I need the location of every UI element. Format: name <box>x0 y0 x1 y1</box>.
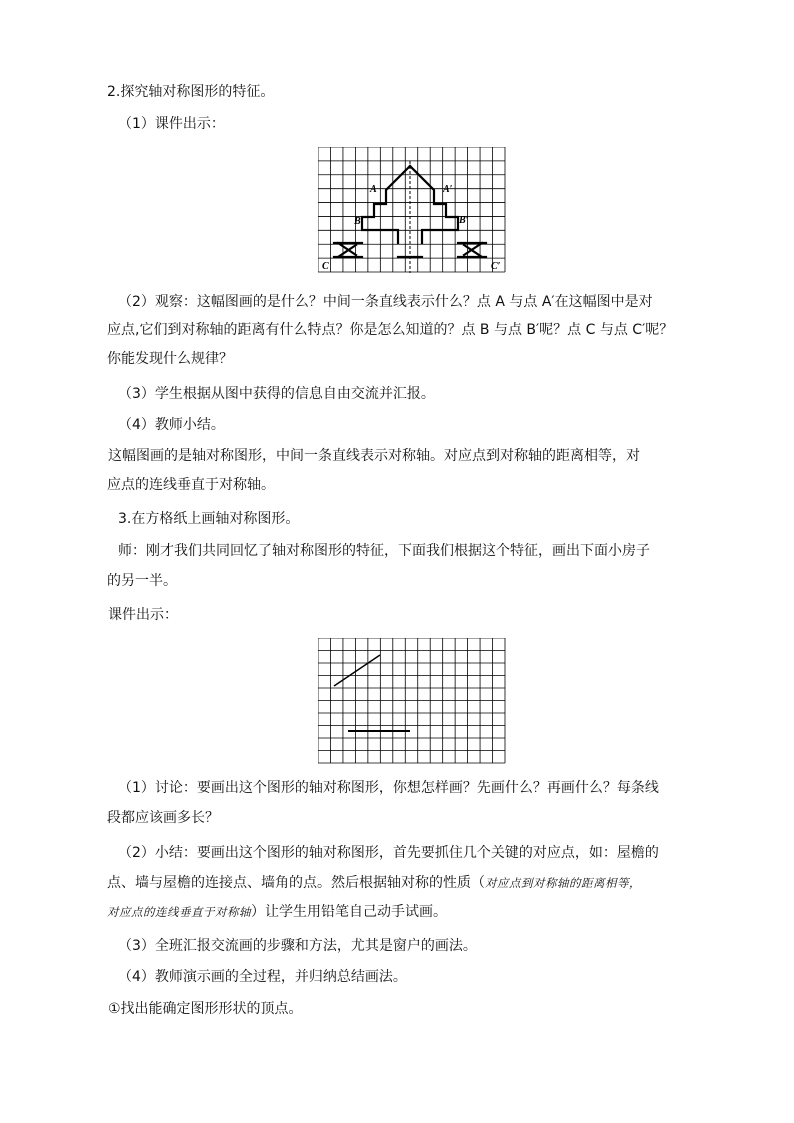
figure1-label-A: A <box>370 184 377 195</box>
section2-title: 2.探究轴对称图形的特征。 <box>107 84 275 100</box>
figure1-right-roof <box>410 166 458 243</box>
section3-discuss-line1: （1）讨论：要画出这个图形的轴对称图形，你想怎样画？先画什么？再画什么？每条线 <box>118 780 659 796</box>
section2-summary-line2: 应点的连线垂直于对称轴。 <box>107 477 275 493</box>
section3-conclude-line2 <box>107 869 717 899</box>
figure1-label-A-prime: A′ <box>443 184 453 195</box>
section2-step2-line1: （2）观察：这幅图画的是什么？中间一条直线表示什么？点 A 与点 A′在这幅图中是对 <box>118 294 653 310</box>
figure1-label-C: C <box>322 261 329 272</box>
figure1-label-C-prime: C′ <box>491 261 501 272</box>
section3-report: （3）全班汇报交流画的步骤和方法，尤其是窗户的画法。 <box>118 938 477 954</box>
section3-courseware: 课件出示： <box>108 607 178 623</box>
section3-teacher-line1: 师：刚才我们共同回忆了轴对称图形的特征，下面我们根据这个特征，画出下面小房子 <box>118 543 650 559</box>
conclude-property-part1: 对应点到对称轴的距离相等， <box>485 876 641 890</box>
figure1-label-B: B <box>354 216 361 227</box>
section3-conclude-line3 <box>107 898 717 928</box>
section3-demo: （4）教师演示画的全过程，并归纳总结画法。 <box>118 969 407 985</box>
section2-summary-line1: 这幅图画的是轴对称图形，中间一条直线表示对称轴。对应点到对称轴的距离相等，对 <box>108 448 640 464</box>
figure2-grid <box>318 638 506 764</box>
section2-step2-line2: 应点,它们到对称轴的距离有什么特点？你是怎么知道的？点 B 与点 B′呢？点 C 与点 C′呢？ <box>107 322 674 338</box>
figure1-grid <box>318 147 506 273</box>
conclude-line2-text: 点、墙与屋檐的连接点、墙角的点。然后根据轴对称的性质（ <box>107 875 485 891</box>
conclude-property-part2: 对应点的连线垂直于对称轴 <box>107 905 251 919</box>
figure2-roof-line <box>334 655 380 686</box>
section3-teacher-line2: 的另一半。 <box>107 573 177 589</box>
section2-step1: （1）课件出示： <box>118 116 225 132</box>
section3-discuss-line2: 段都应该画多长？ <box>107 810 219 826</box>
section3-step-a: ①找出能确定图形形状的顶点。 <box>108 1001 303 1017</box>
figure1-left-roof <box>362 166 410 243</box>
section2-step4: （4）教师小结。 <box>118 417 225 433</box>
section3-conclude-line1: （2）小结：要画出这个图形的轴对称图形，首先要抓住几个关键的对应点，如：屋檐的 <box>118 845 659 861</box>
section2-step3: （3）学生根据从图中获得的信息自由交流并汇报。 <box>118 386 435 402</box>
figure1-label-B-prime: B′ <box>459 215 469 226</box>
section2-step2-line3: 你能发现什么规律？ <box>107 351 233 367</box>
conclude-line3-tail: ）让学生用铅笔自己动手试画。 <box>251 904 447 920</box>
section3-title: 3.在方格纸上画轴对称图形。 <box>118 511 300 527</box>
